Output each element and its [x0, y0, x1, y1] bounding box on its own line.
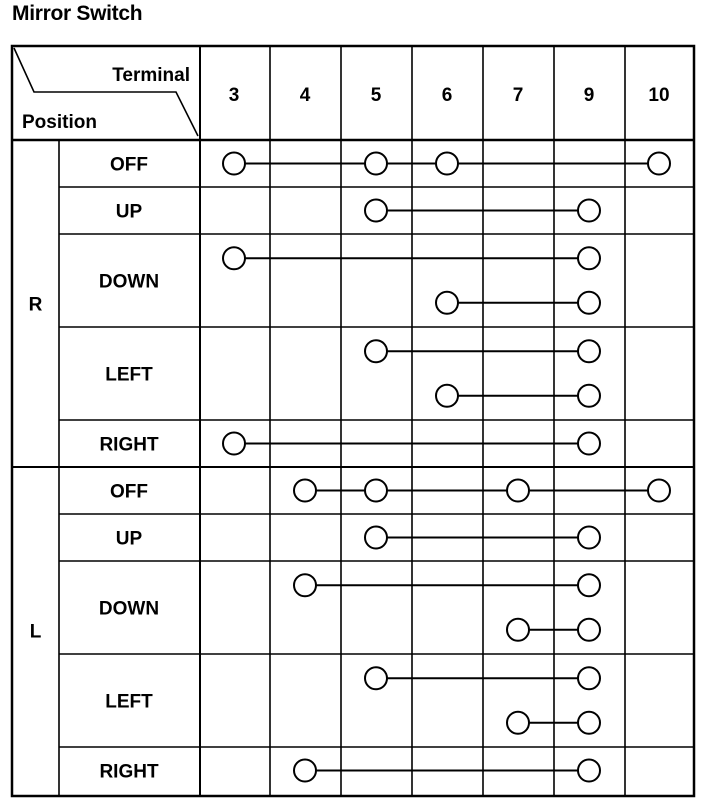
terminal-header-6: 6: [441, 85, 453, 106]
position-label-l-off: OFF: [110, 481, 148, 503]
terminal-node-5: [365, 527, 387, 549]
terminal-header-7: 7: [512, 85, 524, 106]
terminal-node-9: [578, 292, 600, 314]
terminal-node-5: [365, 340, 387, 362]
position-label-r-down: DOWN: [98, 271, 160, 293]
terminal-header-9: 9: [583, 85, 595, 106]
position-label-l-right: RIGHT: [99, 761, 159, 783]
terminal-node-3: [223, 153, 245, 175]
terminal-header-3: 3: [228, 85, 240, 106]
terminal-node-5: [365, 480, 387, 502]
terminal-node-5: [365, 200, 387, 222]
terminal-node-9: [578, 200, 600, 222]
terminal-node-10: [648, 153, 670, 175]
diagram-title: Mirror Switch: [12, 2, 143, 25]
position-label-r-left: LEFT: [105, 364, 153, 386]
position-label-l-up: UP: [115, 528, 143, 550]
terminal-node-3: [223, 433, 245, 455]
group-label-l: L: [29, 621, 42, 643]
position-label-r-right: RIGHT: [99, 434, 159, 456]
terminal-node-9: [578, 385, 600, 407]
terminal-node-5: [365, 153, 387, 175]
terminal-node-9: [578, 340, 600, 362]
position-label-r-up: UP: [115, 201, 143, 223]
terminal-node-9: [578, 760, 600, 782]
terminal-node-9: [578, 247, 600, 269]
terminal-node-9: [578, 433, 600, 455]
terminal-node-9: [578, 712, 600, 734]
terminal-label: Terminal: [112, 65, 190, 86]
position-label-l-down: DOWN: [98, 598, 160, 620]
terminal-node-6: [436, 153, 458, 175]
terminal-header-10: 10: [648, 85, 670, 106]
terminal-node-4: [294, 574, 316, 596]
terminal-node-10: [648, 480, 670, 502]
terminal-node-9: [578, 527, 600, 549]
terminal-node-7: [507, 619, 529, 641]
position-label-r-off: OFF: [110, 154, 148, 176]
terminal-node-9: [578, 574, 600, 596]
terminal-node-6: [436, 385, 458, 407]
terminal-node-4: [294, 480, 316, 502]
terminal-node-9: [578, 667, 600, 689]
terminal-node-4: [294, 760, 316, 782]
position-label-l-left: LEFT: [105, 691, 153, 713]
terminal-node-7: [507, 480, 529, 502]
terminal-node-9: [578, 619, 600, 641]
terminal-header-4: 4: [299, 85, 311, 106]
terminal-node-6: [436, 292, 458, 314]
position-label: Position: [22, 112, 97, 133]
group-label-r: R: [28, 294, 43, 316]
terminal-node-5: [365, 667, 387, 689]
terminal-node-3: [223, 247, 245, 269]
terminal-node-7: [507, 712, 529, 734]
terminal-header-5: 5: [370, 85, 382, 106]
